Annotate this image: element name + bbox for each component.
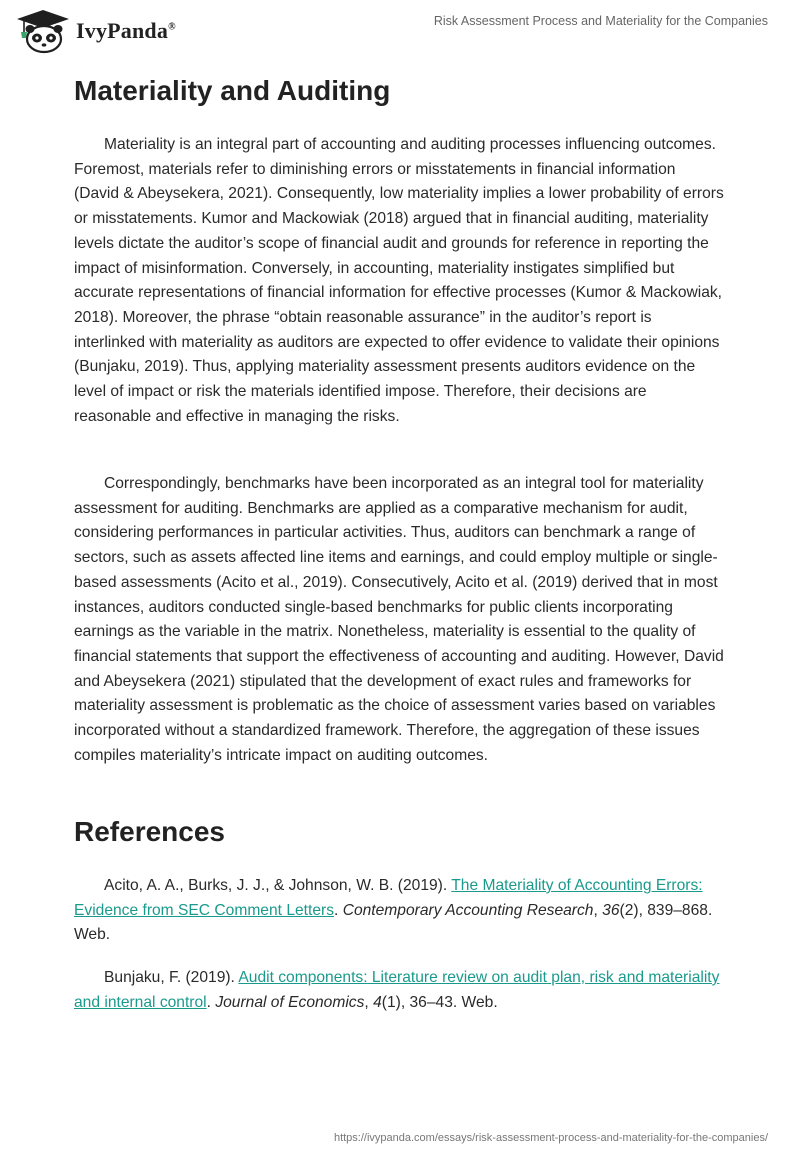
- reference-journal: Journal of Economics: [215, 993, 365, 1011]
- reference-period: .: [334, 901, 339, 919]
- brand-name-text: IvyPanda: [76, 18, 169, 43]
- brand-reg-mark: ®: [168, 21, 176, 33]
- reference-link[interactable]: Audit components: Literature review on audit plan, risk and materiality and internal control: [74, 969, 720, 1011]
- reference-pages: (1), 36–43. Web.: [381, 993, 498, 1011]
- reference-comma: ,: [593, 901, 598, 919]
- panda-graduate-icon: [14, 8, 72, 54]
- reference-volume: 36: [602, 901, 620, 919]
- reference-comma: ,: [364, 993, 369, 1011]
- footer-url: https://ivypanda.com/essays/risk-assessment-process-and-materiality-for-the-companies/: [333, 1132, 768, 1144]
- reference-volume: 4: [373, 993, 382, 1011]
- section-title-materiality: Materiality and Auditing: [74, 75, 391, 106]
- document-header-title: Risk Assessment Process and Materiality for the Companies: [433, 14, 768, 28]
- reference-journal: Contemporary Accounting Research: [342, 901, 594, 919]
- reference-pages: (2), 839–868. Web.: [74, 901, 713, 944]
- body-paragraph-2: Correspondingly, benchmarks have been incorporated as an integral tool for materiality assessment for auditing. Benchmarks are applied as a comparative mechanism for audit, considering performances in particular activities. Thus, auditors can benchmark a range of sectors, such as assets affected line items and earnings, and could employ multiple or single-based assessments (Acito et al., 2019). Consecutively, Acito et al. (2019) derived that in most instances, auditors conducted single-based benchmarks for public clients incorporating earnings as the variable in the matrix. Nonetheless, materiality is essential to the quality of financial statements that support the effectiveness of accounting and auditing. However, David and Abeysekera (2021) stipulated that the development of exact rules and frameworks for materiality assessment is problematic as the choice of assessment varies based on variables incorporated without a standardized framework. Therefore, the aggregation of these issues compiles materiality’s intricate impact on auditing outcomes.: [74, 475, 724, 764]
- body-paragraph-1: Materiality is an integral part of accounting and auditing processes influencing outcomes. Foremost, materials refer to diminishing errors or misstatements in financial information (David & Abeysekera, 2021). Consequently, low materiality implies a lower probability of errors or misstatements. Kumor and Mackowiak (2018) argued that in financial auditing, materiality levels dictate the auditor’s scope of financial audit and grounds for reference in reporting the impact of misinformation. Conversely, in accounting, materiality instigates simplified but accurate representations of financial information for effective processes (Kumor & Mackowiak, 2018). Moreover, the phrase “obtain reasonable assurance” in the auditor’s report is interlinked with materiality as auditors are expected to offer evidence to validate their opinions (Bunjaku, 2019). Thus, applying materiality assessment presents auditors evidence on the level of impact or risk the materials identified impose. Therefore, their decisions are reasonable and effective in managing the risks.: [74, 136, 724, 425]
- reference-authors: Bunjaku, F. (2019).: [104, 969, 235, 986]
- reference-item: [74, 966, 724, 1015]
- reference-period: .: [206, 993, 211, 1011]
- reference-link[interactable]: The Materiality of Accounting Errors: Evidence from SEC Comment Letters: [74, 877, 703, 919]
- references-title: References: [74, 816, 225, 847]
- brand-name: [76, 18, 176, 44]
- logo[interactable]: [14, 8, 176, 54]
- reference-authors: Acito, A. A., Burks, J. J., & Johnson, W. B. (2019).: [104, 877, 448, 894]
- reference-item: [74, 874, 724, 948]
